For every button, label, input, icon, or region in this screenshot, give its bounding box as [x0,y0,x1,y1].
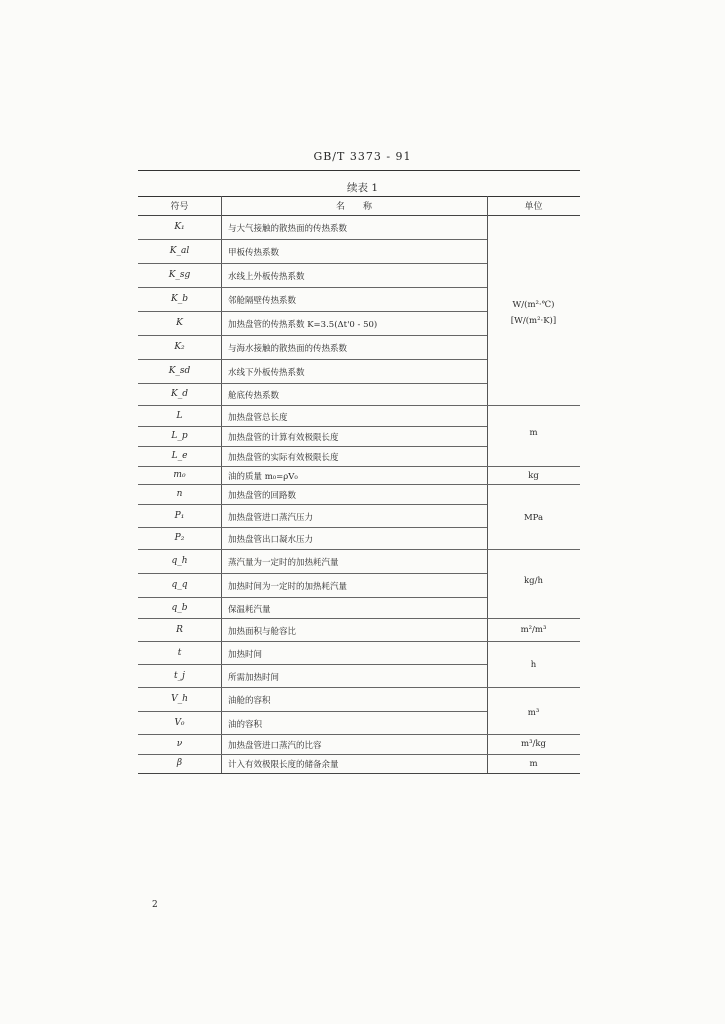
row-name: 水线下外板传热系数 [228,368,305,378]
table-row [138,642,487,665]
unit-cell [487,550,580,619]
row-name: 甲板传热系数 [228,248,280,258]
table-top-rule [138,196,580,197]
unit-cell [487,735,580,755]
row-name: 油的容积 [228,719,263,730]
table-row [138,598,487,619]
row-symbol: V_h [171,694,188,704]
row-name: 所需加热时间 [228,672,280,683]
row-name: 加热时间 [228,649,263,660]
row-name: 邻舱隔壁传热系数 [228,296,297,306]
unit-text: m [529,428,538,438]
row-name: 加热盘管的回路数 [228,491,297,501]
table-row [138,312,487,336]
table-row [138,467,487,485]
table-row [138,688,487,712]
table-row [138,264,487,288]
unit-text: kg/h [524,576,543,586]
page-number: 2 [152,900,158,910]
row-symbol: K_sg [168,270,191,280]
standard-number: GB/T 3373 - 91 [313,150,412,163]
table-row [138,240,487,264]
column-header-symbol: 符号 [170,202,189,212]
row-name: 加热时间为一定时的加热耗汽量 [228,582,348,592]
row-name: 加热盘管总长度 [228,412,288,423]
row-symbol: n [176,489,183,499]
table-bottom-rule [138,773,580,774]
row-name: 加热盘管进口蒸汽的比容 [228,741,322,751]
table-row [138,406,487,427]
row-name: 保温耗汽量 [228,604,271,615]
unit-cell [487,216,580,406]
table-row [138,712,487,735]
unit-cell [487,485,580,550]
unit-cell [487,688,580,735]
row-name: 舱底传热系数 [228,391,280,401]
row-symbol: P₂ [174,533,185,543]
table-row [138,447,487,467]
row-symbol: t [177,647,182,658]
table-row [138,216,487,240]
table-caption: 续表 1 [346,182,379,194]
row-name: 油的质量 m₀=ρV₀ [228,472,298,482]
unit-text: m [529,759,538,769]
table-row [138,384,487,406]
row-symbol: t_j [174,670,185,681]
row-symbol: β [176,758,183,768]
table-row [138,735,487,755]
row-symbol: L_p [171,431,188,441]
table-row [138,665,487,688]
unit-cell [487,406,580,467]
unit-text: m³ [527,708,540,718]
unit-text: [W/(m²·K)] [510,316,557,326]
table-row [138,360,487,384]
row-symbol: m₀ [173,470,186,480]
header-rule [138,170,580,171]
table-row [138,485,487,505]
row-name: 加热盘管的实际有效极限长度 [228,453,339,463]
row-name: 油舱的容积 [228,696,271,706]
row-symbol: L_e [171,451,188,461]
unit-text: W/(m²·℃) [512,300,555,310]
row-symbol: q_q [171,580,188,590]
unit-cell [487,467,580,485]
row-symbol: q_h [171,556,188,566]
row-name: 加热盘管的计算有效极限长度 [228,433,339,443]
row-symbol: ν [176,739,183,749]
column-header-unit: 单位 [524,202,543,212]
unit-text: h [530,660,537,670]
table-row [138,574,487,598]
row-symbol: K₁ [174,222,185,232]
row-symbol: q_b [171,602,188,613]
row-name: 计入有效极限长度的储备余量 [228,760,339,770]
unit-text: kg [528,471,539,481]
unit-cell [487,642,580,688]
row-symbol: K_sd [168,366,191,376]
row-symbol: R [176,624,183,635]
row-name: 加热盘管进口蒸汽压力 [228,512,314,523]
row-symbol: V₀ [174,717,185,728]
row-name: 加热面积与舱容比 [228,626,297,637]
table-row [138,619,487,642]
unit-text: MPa [523,513,544,523]
unit-text: m³/kg [521,739,546,749]
unit-cell [487,619,580,642]
table-row [138,755,487,773]
table-row [138,528,487,550]
table-row [138,427,487,447]
row-name: 蒸汽量为一定时的加热耗汽量 [228,558,339,568]
table-row [138,336,487,360]
row-symbol: K [176,318,183,328]
row-symbol: K_al [169,246,190,256]
row-symbol: P₁ [174,510,185,521]
row-symbol: K_b [171,294,188,304]
row-name: 与海水接触的散热面的传热系数 [228,344,348,354]
column-header-name: 名 称 [335,202,372,212]
row-symbol: K₂ [174,342,185,352]
unit-cell [487,755,580,773]
unit-text: m²/m³ [520,625,547,635]
row-name: 加热盘管的传热系数 K=3.5(Δt'0 - 50) [228,320,378,330]
table-row [138,505,487,528]
row-symbol: K_d [171,389,188,399]
table-row [138,288,487,312]
row-symbol: L [176,410,183,421]
table-row [138,550,487,574]
row-name: 加热盘管出口凝水压力 [228,535,314,545]
row-name: 与大气接触的散热面的传热系数 [228,224,348,234]
row-name: 水线上外板传热系数 [228,272,305,282]
